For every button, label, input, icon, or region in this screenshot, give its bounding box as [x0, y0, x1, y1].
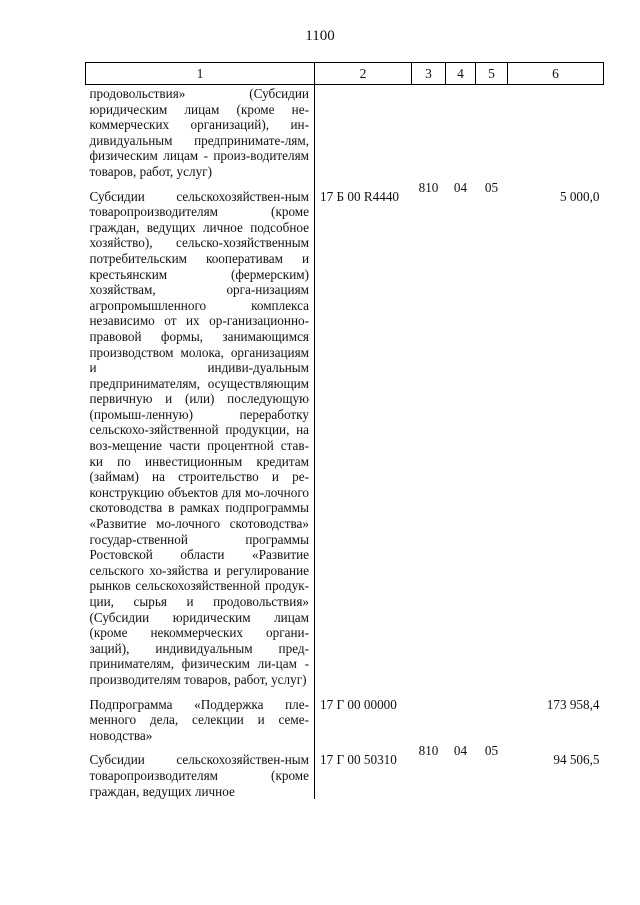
row-c5: 05	[484, 743, 499, 759]
row-description: Субсидии сельскохозяйствен-ным товаропроизводителям (кроме граждан, ведущих личное	[86, 743, 315, 799]
row-code	[315, 85, 412, 180]
row-amount	[508, 85, 604, 180]
row-code: 17 Б 00 R4440	[320, 188, 400, 204]
row-c4	[446, 85, 476, 180]
table-row	[86, 688, 604, 744]
row-amount: 173 958,4	[546, 696, 600, 712]
row-c4: 04	[453, 179, 468, 195]
page-number: 1100	[305, 28, 335, 44]
row-description: Субсидии сельскохозяйствен-ным товаропроизводителям (кроме граждан, ведущих личное подсобное хозяйство), сельско-хозяйственным потребительским кооперативам и крестьянским (фермерским) хозяйствам, орга-низациям агропромышленного комплекса независимо от их ор-ганизационно-правовой формы, занимающимся производством молока, организациям и индиви-дуальным предпринимателям, осуществляющим первичную и (или) последующую (промыш-ленную) переработку сельскохо-зяйственной продукции, на воз-мещение части процентной став-ки по инвестиционным кредитам (займам) на строительство и ре-конструкцию объектов для мо-лочного скотоводства в рамках подпрограммы «Развитие мо-лочного скотоводства» государ-ственной программы Ростовской области «Развитие сельского хо-зяйства и регулирование рынков сельскохозяйственной продук-ции, сырья и продовольствия» (Субсидии юридическим лицам (кроме некоммерческих органи-заций), индивидуальным пред-принимателям, физическим ли-цам - производителям товаров, работ, услуг)	[86, 180, 315, 688]
column-header: 4	[446, 63, 476, 85]
row-c3: 810	[418, 179, 439, 195]
row-amount: 5 000,0	[559, 188, 600, 204]
table-row	[86, 180, 604, 688]
column-header: 6	[508, 63, 604, 85]
table-header-row	[86, 63, 604, 85]
row-c3	[412, 688, 446, 744]
column-header: 2	[315, 63, 412, 85]
row-c5: 05	[484, 179, 499, 195]
table-row	[86, 743, 604, 799]
column-header: 1	[86, 63, 315, 85]
budget-table	[85, 62, 604, 799]
row-c3	[412, 85, 446, 180]
row-description: продовольствия» (Субсидии юридическим лицам (кроме не-коммерческих организаций), ин-дивидуальным предпринимате-лям, физическим лицам - произ-водителям товаров, работ, услуг)	[86, 85, 315, 180]
table-row	[86, 85, 604, 180]
row-c5	[476, 688, 508, 744]
row-code: 17 Г 00 50310	[320, 752, 397, 768]
row-description: Подпрограмма «Поддержка пле-менного дела, селекции и семе-новодства»	[86, 688, 315, 744]
row-c4: 04	[453, 743, 468, 759]
row-c5	[476, 85, 508, 180]
row-c4	[446, 688, 476, 744]
row-amount: 94 506,5	[553, 752, 600, 768]
row-c3: 810	[418, 743, 439, 759]
column-header: 3	[412, 63, 446, 85]
row-code: 17 Г 00 00000	[320, 696, 397, 712]
column-header: 5	[476, 63, 508, 85]
